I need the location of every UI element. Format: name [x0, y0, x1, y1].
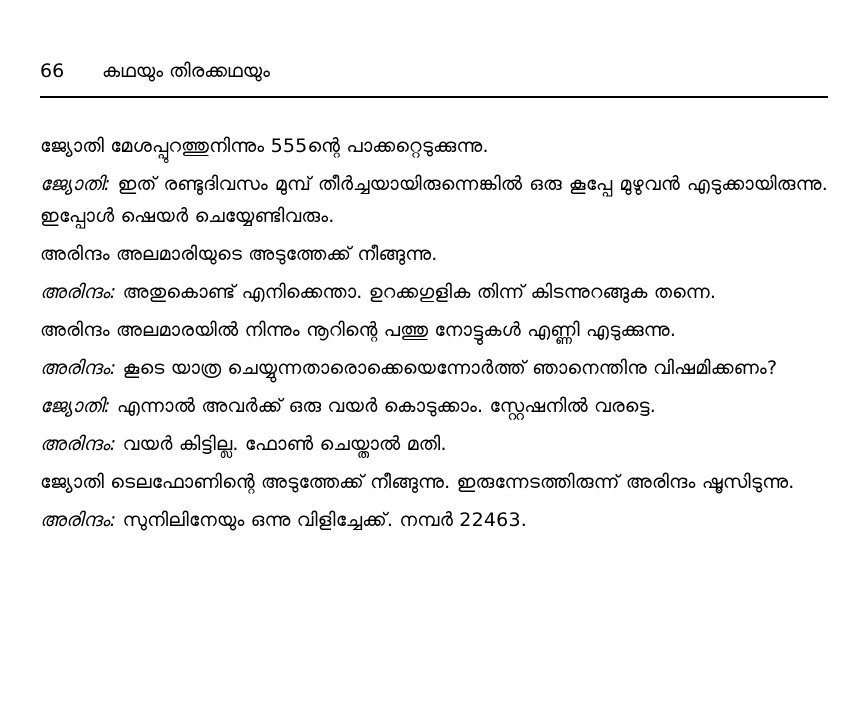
page-header: [40, 58, 826, 94]
paragraph-text: അതുകൊണ്ട് എനിക്കെന്താ. ഉറക്കഗുളിക തിന്ന് കിടന്നുറങ്ങുക തന്നെ.: [116, 281, 717, 303]
paragraph-text: കൂടെ യാത്ര ചെയ്യുന്നതാരൊക്കെയെന്നോർത്ത് ഞാനെന്തിനു വിഷമിക്കണം?: [116, 357, 778, 379]
dialogue: [40, 504, 828, 536]
dialogue: [40, 390, 828, 422]
stage-direction: [40, 466, 828, 498]
dialogue: [40, 352, 828, 384]
speaker-label: അരിന്ദം:: [40, 281, 117, 303]
dialogue: [40, 276, 828, 308]
stage-direction: [40, 238, 828, 270]
paragraph-text: ജ്യോതി ടെലഫോണിന്റെ അടുത്തേക്ക് നീങ്ങുന്നു. ഇരുന്നേടത്തിരുന്ന് അരിന്ദം ഷൂസിടുന്നു.: [40, 471, 795, 493]
paragraph-text: സുനിലിനേയും ഒന്നു വിളിച്ചേക്ക്. നമ്പർ 22463.: [116, 509, 527, 531]
script-body: [40, 130, 828, 542]
paragraph-text: അരിന്ദം അലമാരിയുടെ അടുത്തേക്ക് നീങ്ങുന്നു.: [40, 243, 438, 265]
paragraph-text: ജ്യോതി മേശപ്പുറത്തുനിന്നും 555ന്റെ പാക്കറ്റെടുക്കുന്നു.: [40, 135, 489, 157]
stage-direction: [40, 130, 828, 162]
dialogue: [40, 428, 828, 460]
speaker-label: ജ്യോതി:: [40, 395, 111, 417]
speaker-label: അരിന്ദം:: [40, 509, 117, 531]
header-rule: [40, 96, 828, 98]
paragraph-text: എന്നാൽ അവർക്ക് ഒരു വയർ കൊടുക്കാം. സ്റ്റേഷനിൽ വരട്ടെ.: [110, 395, 656, 417]
speaker-label: അരിന്ദം:: [40, 357, 117, 379]
page-number: 66: [40, 60, 65, 82]
paragraph-text: വയർ കിട്ടില്ല. ഫോൺ ചെയ്താൽ മതി.: [116, 433, 447, 455]
paragraph-text: ഇത് രണ്ടുദിവസം മുമ്പ് തീർച്ചയായിരുന്നെങ്കിൽ ഒരു കൂപ്പേ മുഴുവൻ എടുക്കായിരുന്നു. ഇപ്പോൾ ഷെയർ ചെയ്യേണ്ടിവരും.: [40, 173, 828, 227]
stage-direction: [40, 314, 828, 346]
paragraph-text: അരിന്ദം അലമാരയിൽ നിന്നും നൂറിന്റെ പത്തു നോട്ടുകൾ എണ്ണി എടുക്കുന്നു.: [40, 319, 677, 341]
running-title: കഥയും തിരക്കഥയും: [102, 60, 270, 82]
dialogue: [40, 168, 828, 232]
speaker-label: ജ്യോതി:: [40, 173, 111, 195]
speaker-label: അരിന്ദം:: [40, 433, 117, 455]
